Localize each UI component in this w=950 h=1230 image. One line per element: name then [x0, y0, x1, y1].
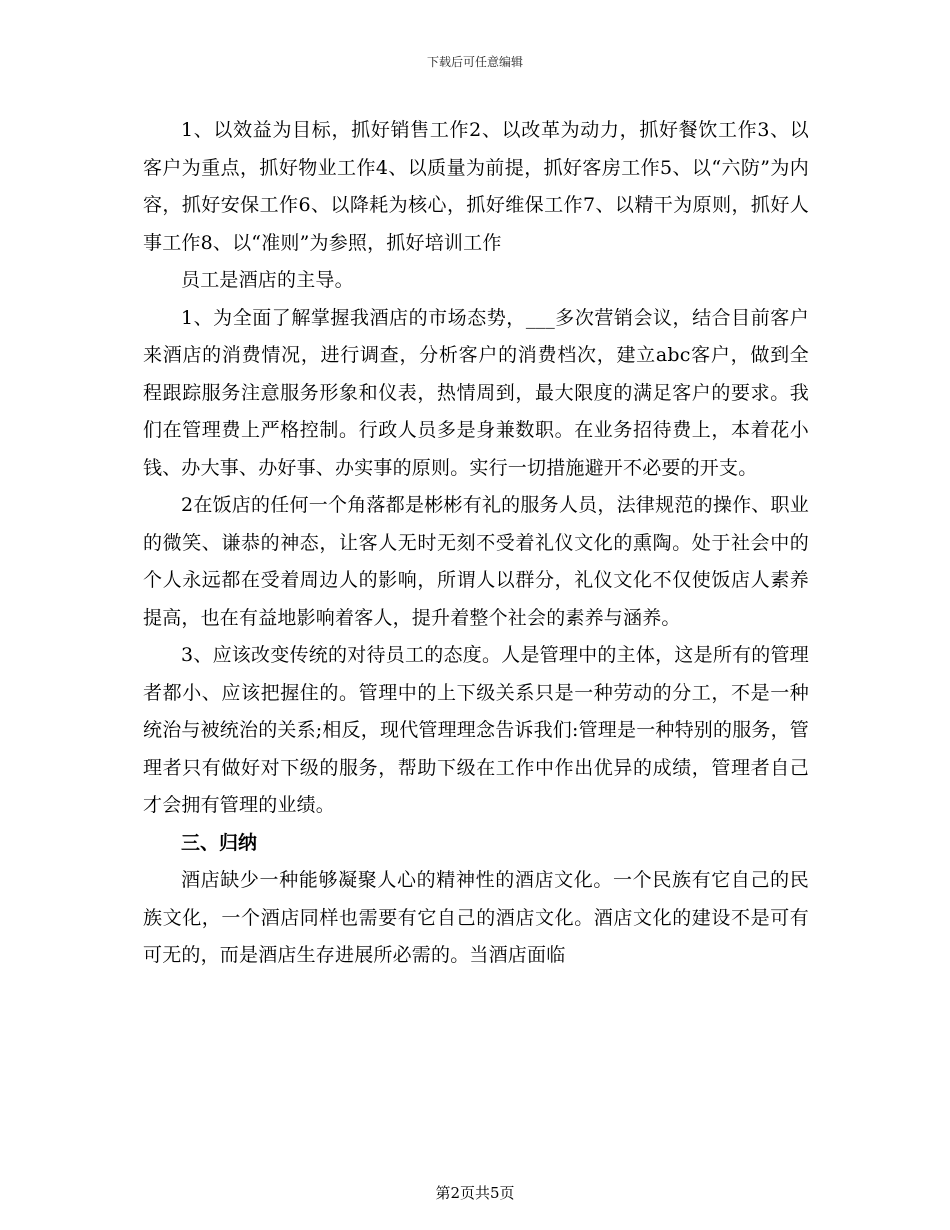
page-header: 下载后可任意编辑 [426, 55, 523, 69]
paragraph-etiquette: 2在饭店的任何一个角落都是彬彬有礼的服务人员，法律规范的操作、职业的微笑、谦恭的神态，让客人无时无刻不受着礼仪文化的熏陶。处于社会中的个人永远都在受着周边人的影响，所谓人以群分，礼仪文化不仅使饭店人素养提高，也在有益地影响着客人，提升着整个社会的素养与涵养。 [143, 494, 809, 629]
paragraph-management: 3、应该改变传统的对待员工的态度。人是管理中的主体，这是所有的管理者都小、应该把握住的。管理中的上下级关系只是一种劳动的分工，不是一种统治与被统治的关系;相反，现代管理理念告诉我们:管理是一种特别的服务，管理者只有做好对下级的服务，帮助下级在工作中作出优异的成绩，管理者自己才会拥有管理的业绩。 [143, 644, 810, 816]
paragraph-work-goals: 1、以效益为目标，抓好销售工作2、以改革为动力，抓好餐饮工作3、以客户为重点，抓好物业工作4、以质量为前提，抓好客房工作5、以“六防”为内容，抓好安保工作6、以降耗为核心，抓好维保工作7、以精干为原则，抓好人事工作8、以“准则”为参照，抓好培训工作 [143, 119, 809, 254]
section-heading-summary: 三、归纳 [181, 831, 258, 854]
paragraph-staff-lead: 员工是酒店的主导。 [181, 269, 354, 291]
document-body [143, 112, 809, 975]
paragraph-marketing: 1、为全面了解掌握我酒店的市场态势，___多次营销会议，结合目前客户来酒店的消费情况，进行调查，分析客户的消费档次，建立abc客户，做到全程跟踪服务注意服务形象和仪表，热情周到，最大限度的满足客户的要求。我们在管理费上严格控制。行政人员多是身兼数职。在业务招待费上，本着花小钱、办大事、办好事、办实事的原则。实行一切措施避开不必要的开支。 [143, 306, 809, 479]
paragraph-culture: 酒店缺少一种能够凝聚人心的精神性的酒店文化。一个民族有它自己的民族文化，一个酒店同样也需要有它自己的酒店文化。酒店文化的建设不是可有可无的，而是酒店生存进展所必需的。当酒店面临 [143, 869, 809, 966]
page-footer: 第2页共5页 [435, 1184, 515, 1202]
